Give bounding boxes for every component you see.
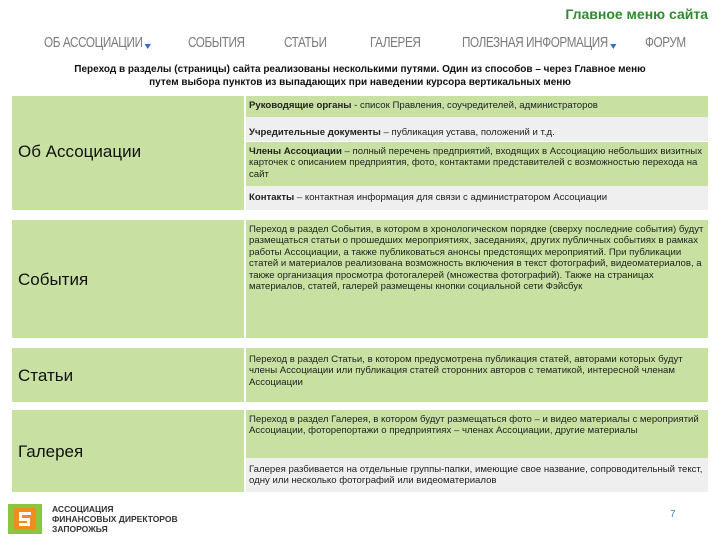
page-title: Главное меню сайта	[565, 6, 708, 22]
nav-item-articles[interactable]	[284, 34, 327, 51]
nav-item-useful-info[interactable]	[462, 34, 616, 51]
intro-line: путем выбора пунктов из выпадающих при наведении курсора вертикальных меню	[149, 77, 571, 88]
about-item-members	[246, 141, 708, 186]
section-title: Галерея	[18, 442, 84, 461]
main-menu	[0, 34, 720, 60]
about-item-governance	[246, 96, 708, 117]
org-name-line: ФИНАНСОВЫХ ДИРЕКТОРОВ	[52, 514, 178, 524]
association-logo-icon	[8, 504, 42, 534]
section-text-events	[246, 220, 708, 338]
nav-label: СОБЫТИЯ	[188, 34, 245, 51]
dropdown-arrow-icon	[145, 44, 151, 49]
about-item-documents	[246, 117, 708, 141]
gallery-description: Переход в раздел Галерея, в котором будут размещаться фото – и видео материалы с мероприятий Ассоциации, фоторепортажи о предприятиях – членах Ассоциации, другие материалы	[249, 414, 699, 437]
section-label-articles	[12, 348, 244, 402]
gallery-item-folders	[246, 458, 708, 492]
intro-text	[20, 63, 700, 89]
nav-label: СТАТЬИ	[284, 34, 327, 51]
gallery-folders-description: Галерея разбивается на отдельные группы-папки, имеющие свое название, сопроводительный текст, одну или несколько фотографий или видеоматериалов	[249, 464, 703, 487]
section-title: События	[18, 270, 89, 289]
events-description: Переход в раздел События, в котором в хронологическом порядке (сверху последние события) будут размещаться статьи о прошедших мероприятиях, заседаниях, других публичных событиях в рамках работы Ассоциации, а также публиковаться анонсы предстоящих мероприятий. При публикации статей и материалов реализована возможность включения в текст фотографий, видеоматериалов, а также организация просмотра фотогалерей (множества фотографий). Также на страницах материалов, статей, галерей размещены кнопки социальной сети Фэйсбук	[249, 224, 704, 293]
item-text: – публикация устава, положений и т.д.	[380, 127, 555, 138]
nav-label: ОБ АССОЦИАЦИИ	[44, 34, 143, 51]
section-text-gallery	[246, 410, 708, 492]
intro-line: Переход в разделы (страницы) сайта реализованы несколькими путями. Один из способов – через Главное меню	[74, 64, 646, 75]
org-name-line: АССОЦИАЦИЯ	[52, 504, 114, 514]
section-title: Об Ассоциации	[18, 142, 142, 161]
nav-label: ПОЛЕЗНАЯ ИНФОРМАЦИЯ	[462, 34, 608, 51]
item-title: Учредительные документы	[249, 127, 381, 138]
section-label-gallery	[12, 410, 244, 492]
section-label-about	[12, 96, 244, 210]
nav-label: ФОРУМ	[645, 34, 686, 51]
nav-item-about[interactable]	[44, 34, 151, 51]
item-title: Члены Ассоциации	[249, 146, 342, 157]
articles-description: Переход в раздел Статьи, в котором предусмотрена публикация статей, авторами которых будут члены Ассоциации или публикация статей сторонних авторов с тематикой, интересной членам Ассоциации	[249, 354, 683, 388]
item-text: – полный перечень предприятий, входящих в Ассоциацию небольших визитных карточек с описанием предприятия, фото, контактами представителей с возможностью перехода на сайт	[249, 146, 702, 180]
section-label-events	[12, 220, 244, 338]
nav-item-gallery[interactable]	[370, 34, 420, 51]
item-text: – контактная информация для связи с администратором Ассоциации	[294, 192, 608, 203]
item-title: Руководящие органы	[249, 100, 352, 111]
item-text: - список Правления, соучредителей, администраторов	[351, 100, 598, 111]
section-text-articles	[246, 348, 708, 402]
item-title: Контакты	[249, 192, 295, 203]
page-number: 7	[670, 509, 676, 520]
about-item-contacts	[246, 186, 708, 210]
nav-item-forum[interactable]	[645, 34, 686, 51]
association-name	[52, 504, 178, 534]
dropdown-arrow-icon	[610, 44, 616, 49]
section-title: Статьи	[18, 366, 74, 385]
nav-item-events[interactable]	[188, 34, 245, 51]
section-text-about	[246, 96, 708, 210]
nav-label: ГАЛЕРЕЯ	[370, 34, 421, 51]
gallery-item-intro	[246, 410, 708, 458]
org-name-line: ЗАПОРОЖЬЯ	[52, 524, 108, 534]
